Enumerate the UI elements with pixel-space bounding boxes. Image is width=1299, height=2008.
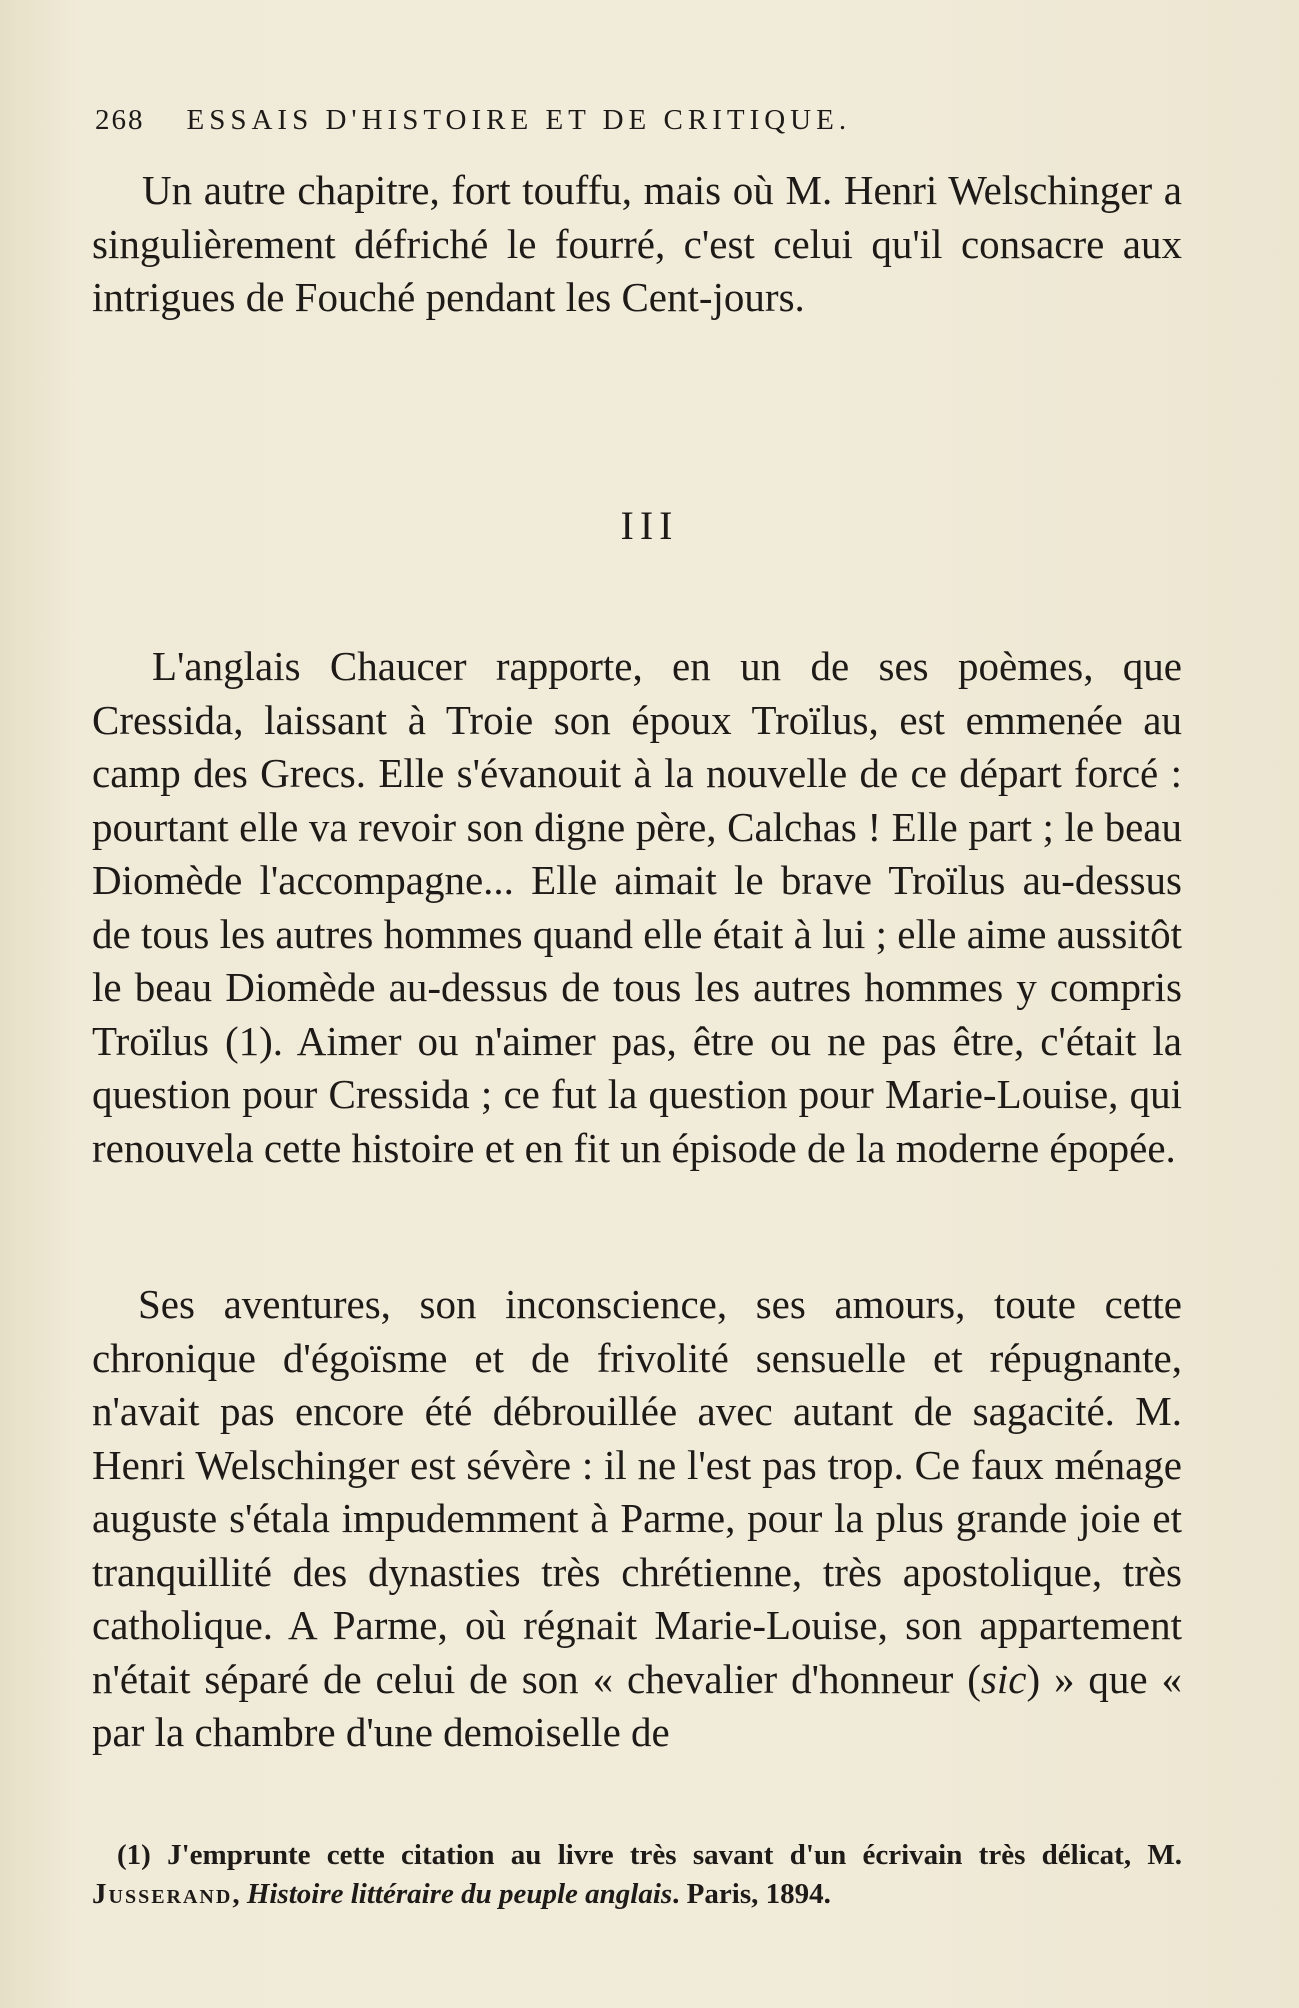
paragraph-3-italic: sic bbox=[980, 1655, 1027, 1702]
running-header bbox=[95, 104, 1035, 137]
footnote-author: Jusserand bbox=[92, 1878, 233, 1910]
running-title: ESSAIS D'HISTOIRE ET DE CRITIQUE. bbox=[186, 104, 852, 136]
paragraph-1: Un autre chapitre, fort touffu, mais où M. Henri Welschinger a singulièrement défriché le fourré, c'est celui qu'il consacre aux intrigues de Fouché pendant les Cent-jours. bbox=[92, 167, 1182, 320]
section-heading: III bbox=[620, 503, 679, 548]
paragraph-2: L'anglais Chaucer rapporte, en un de ses poèmes, que Cressida, laissant à Troie son époux Troïlus, est emmenée au camp des Grecs. Elle s'évanouit à la nouvelle de ce départ forcé : pourtant elle va revoir son digne père, Calchas ! Elle part ; le beau Diomède l'accompagne... Elle aimait le brave Troïlus au-dessus de tous les autres hommes quand elle était à lui ; elle aime aussitôt le beau Diomède au-dessus de tous les autres hommes y compris Troïlus (1). Aimer ou n'aimer pas, être ou ne pas être, c'était la question pour Cressida ; ce fut la question pour Marie-Louise, qui renouvela cette histoire et en fit un épisode de la moderne épopée. bbox=[92, 643, 1182, 1171]
paragraph-3 bbox=[92, 1278, 1182, 1760]
paragraph-3-text-end: ) » que « par la chambre d'une demoiselle de bbox=[92, 1655, 1182, 1755]
footnote bbox=[92, 1836, 1182, 1914]
footnote-book-title: Histoire littéraire du peuple anglais bbox=[246, 1878, 673, 1910]
footnote-tail: . Paris, 1894. bbox=[672, 1878, 831, 1910]
footnote-lead: (1) J'emprunte cette citation au livre très savant d'un écrivain très délicat, M. bbox=[117, 1839, 1182, 1871]
paragraph-3-text: Ses aventures, son inconscience, ses amours, toute cette chronique d'égoïsme et de frivolité sensuelle et répugnante, n'avait pas encore été débrouillée avec autant de sagacité. M. Henri Welschinger est sévère : il ne l'est pas trop. Ce faux ménage auguste s'étala impudemment à Parme, pour la plus grande joie et tranquillité des dynasties très chrétienne, très apostolique, très catholique. A Parme, où régnait Marie-Louise, son appartement n'était séparé de celui de son « chevalier d'honneur ( bbox=[92, 1281, 1182, 1702]
footnote-sep: , bbox=[232, 1878, 247, 1910]
page-number: 268 bbox=[95, 104, 145, 136]
